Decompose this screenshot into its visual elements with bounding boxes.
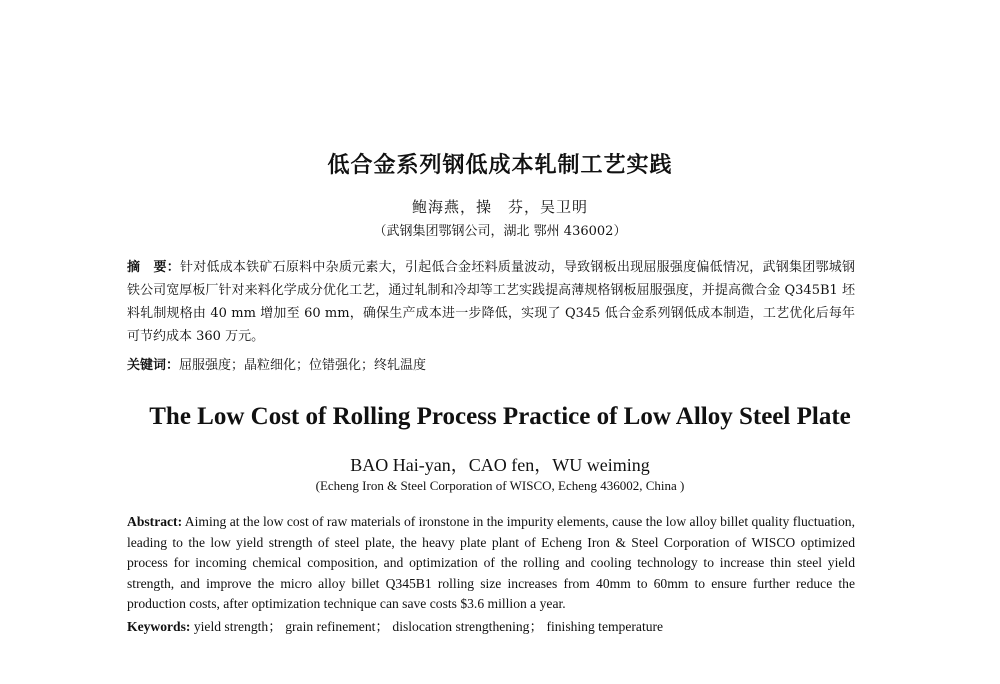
chinese-abstract-text: 针对低成本铁矿石原料中杂质元素大，引起低合金坯料质量波动，导致钢板出现屈服强度偏低情况，武钢集团鄂城钢铁公司宽厚板厂针对来料化学成分优化工艺，通过轧制和冷却等工艺实践提高薄规格钢板屈服强度，并提高微合金 Q345B1 坯料轧制规格由 40 mm 增加至 60 mm，确保生产成本进一步降低，实现了 Q345 低合金系列钢低成本制造，工艺优化后每年可节约成本 360 万元。 xyxy=(127,260,855,344)
chinese-abstract-label: 摘 要： xyxy=(127,260,180,275)
english-title: The Low Cost of Rolling Process Practice of Low Alloy Steel Plate xyxy=(149,403,851,430)
chinese-keywords xyxy=(127,356,855,376)
english-keywords-text: yield strength； grain refinement； dislocation strengthening； finishing temperature xyxy=(193,619,664,634)
english-abstract-text: Aiming at the low cost of raw materials of ironstone in the impurity elements, cause the low alloy billet quality fluctuation, leading to the low yield strength of steel plate, the heavy plate plant of Echeng Iron & Steel Corporation of WISCO optimized process for incoming chemical composition, and optimization of the rolling and cooling technology to increase thin steel yield strength, and improve the micro alloy billet Q345B1 rolling size increases from 40mm to 60mm to ensure further reduce the production costs, after optimization technique can save costs $3.6 million a year. xyxy=(127,514,855,611)
english-keywords-label: Keywords: xyxy=(127,619,191,634)
chinese-affiliation: （武钢集团鄂钢公司，湖北 鄂州 436002） xyxy=(373,224,627,239)
english-affiliation: (Echeng Iron & Steel Corporation of WISCO, Echeng 436002, China ) xyxy=(315,478,685,493)
chinese-keywords-text: 屈服强度；晶粒细化；位错强化；终轧温度 xyxy=(179,358,427,373)
chinese-title: 低合金系列钢低成本轧制工艺实践 xyxy=(327,153,673,178)
english-abstract-label: Abstract: xyxy=(127,514,183,529)
chinese-keywords-label: 关键词： xyxy=(127,358,180,373)
english-keywords xyxy=(127,615,855,635)
english-authors: BAO Hai-yan，CAO fen，WU weiming xyxy=(350,455,650,475)
chinese-abstract xyxy=(127,256,855,348)
english-abstract xyxy=(127,512,855,615)
chinese-authors: 鲍海燕，操 芬，吴卫明 xyxy=(411,198,588,216)
